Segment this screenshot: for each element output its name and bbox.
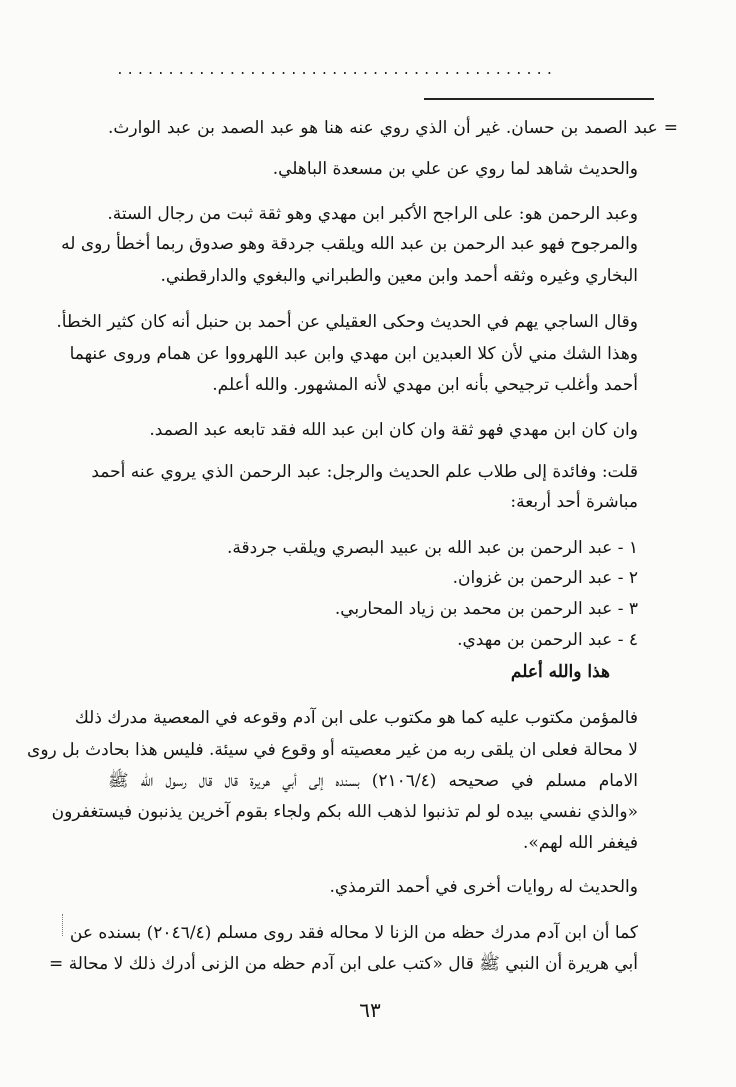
text-line-19: الامام مسلم في صحيحه (٢١٠٦/٤) بسنده إلى أبي هريرة قال قال رسول الله ﷺ	[108, 771, 638, 791]
text-line-24: أبي هريرة أن النبي ﷺ قال «كتب على ابن آدم حظه من الزنى أدرك ذلك لا محالة =	[49, 954, 638, 974]
text-line-8: أحمد وأغلب ترجيحي بأنه ابن مهدي لأنه المشهور. والله أعلم.	[212, 375, 638, 395]
list-item-3: ٣ - عبد الرحمن بن محمد بن زياد المحاربي.	[334, 599, 638, 619]
text-line-22: والحديث له روايات أخرى في أحمد الترمذي.	[329, 877, 638, 897]
list-item-1: ١ - عبد الرحمن بن عبد الله بن عبيد البصري ويلقب جردقة.	[226, 538, 638, 558]
list-item-4: ٤ - عبد الرحمن بن مهدي.	[457, 630, 638, 650]
text-line-4: والمرجوح فهو عبد الرحمن بن عبد الله ويلقب جردقة وهو صدوق ربما أخطأ روى له	[61, 234, 638, 254]
text-line-1: = عبد الصمد بن حسان. غير أن الذي روي عنه هنا هو عبد الصمد بن عبد الوارث.	[108, 118, 678, 138]
margin-mark	[62, 914, 67, 936]
text-line-7: وهذا الشك مني لأن كلا العبدين ابن مهدي وابن عبد اللهرووا عن همام وروى عنهما	[69, 344, 638, 364]
text-line-17: فالمؤمن مكتوب عليه كما هو مكتوب على ابن آدم وقوعه في المعصية مدرك ذلك	[74, 708, 638, 728]
header-dots: ...........................................	[116, 64, 556, 78]
text-line-20: «والذي نفسي بيده لو لم تذنبوا لذهب الله بكم ولجاء بقوم آخرين يذنبون فيستغفرون	[51, 802, 638, 822]
text-line-10: قلت: وفائدة إلى طلاب علم الحديث والرجل: عبد الرحمن الذي يروي عنه أحمد	[91, 462, 638, 482]
list-item-2: ٢ - عبد الرحمن بن غزوان.	[452, 568, 638, 588]
text-line-18: لا محالة فعلى ان يلقى ربه من غير معصيته أو وقوع في سيئة. فليس هذا بحادث بل روى	[27, 740, 638, 760]
text-line-11: مباشرة أحد أربعة:	[510, 492, 638, 512]
text-line-21: فيغفر الله لهم».	[522, 833, 638, 853]
footnote-rule	[424, 98, 654, 100]
page-number: ٦٣	[359, 998, 381, 1022]
text-line-9: وان كان ابن مهدي فهو ثقة وان كان ابن عبد الله فقد تابعه عبد الصمد.	[149, 420, 638, 440]
closing-phrase: هذا والله أعلم	[510, 662, 610, 682]
text-line-23: كما أن ابن آدم مدرك حظه من الزنا لا محاله فقد روى مسلم (٢٠٤٦/٤) بسنده عن	[69, 923, 638, 943]
text-line-6: وقال الساجي يهم في الحديث وحكى العقيلي عن أحمد بن حنبل أنه كان كثير الخطأ.	[56, 312, 638, 332]
text-line-5: البخاري وغيره وثقه أحمد وابن معين والطبراني والبغوي والدارقطني.	[160, 266, 638, 286]
text-line-2: والحديث شاهد لما روي عن علي بن مسعدة الباهلي.	[272, 159, 638, 179]
text-line-3: وعبد الرحمن هو: على الراجح الأكبر ابن مهدي وهو ثقة ثبت من رجال الستة.	[107, 204, 638, 224]
